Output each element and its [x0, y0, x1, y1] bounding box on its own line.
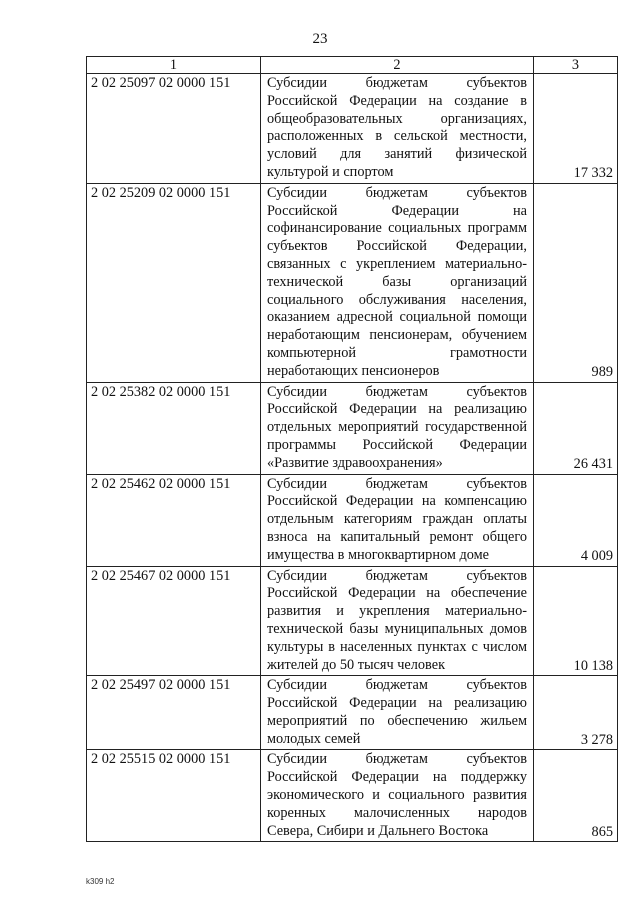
amount: 26 431	[534, 382, 618, 474]
budget-code: 2 02 25097 02 0000 151	[87, 74, 261, 184]
amount: 3 278	[534, 676, 618, 750]
amount: 17 332	[534, 74, 618, 184]
description: Субсидии бюджетам субъектов Российской Федерации на создание в общеобразовательных организациях, расположенных в сельской местности, условий для занятий физической культурой и спортом	[261, 74, 534, 184]
amount: 4 009	[534, 474, 618, 566]
budget-code: 2 02 25382 02 0000 151	[87, 382, 261, 474]
table-row	[87, 74, 618, 184]
description: Субсидии бюджетам субъектов Российской Федерации на обеспечение развития и укрепления материально-технической базы муниципальных домов культуры в населенных пунктах с числом жителей до 50 тысяч человек	[261, 566, 534, 676]
table-row	[87, 566, 618, 676]
column-header-2: 2	[261, 57, 534, 74]
table-row	[87, 382, 618, 474]
budget-code: 2 02 25462 02 0000 151	[87, 474, 261, 566]
table-row	[87, 750, 618, 842]
table-row	[87, 676, 618, 750]
budget-table	[86, 56, 618, 842]
amount: 865	[534, 750, 618, 842]
budget-code: 2 02 25467 02 0000 151	[87, 566, 261, 676]
description: Субсидии бюджетам субъектов Российской Федерации на реализацию отдельных мероприятий государственной программы Российской Федерации «Развитие здравоохранения»	[261, 382, 534, 474]
column-header-1: 1	[87, 57, 261, 74]
budget-code: 2 02 25515 02 0000 151	[87, 750, 261, 842]
budget-code: 2 02 25209 02 0000 151	[87, 183, 261, 382]
amount: 989	[534, 183, 618, 382]
column-header-3: 3	[534, 57, 618, 74]
description: Субсидии бюджетам субъектов Российской Федерации на софинансирование социальных программ субъектов Российской Федерации, связанных с укреплением материально-технической базы организаций социального обслуживания населения, оказанием адресной социальной помощи неработающим пенсионерам, обучением компьютерной грамотности неработающих пенсионеров	[261, 183, 534, 382]
amount: 10 138	[534, 566, 618, 676]
table-row	[87, 183, 618, 382]
table-row	[87, 474, 618, 566]
description: Субсидии бюджетам субъектов Российской Федерации на поддержку экономического и социального развития коренных малочисленных народов Севера, Сибири и Дальнего Востока	[261, 750, 534, 842]
header-row	[87, 57, 618, 74]
page-number: 23	[312, 31, 328, 47]
footer-stamp: k309 h2	[86, 877, 115, 886]
budget-code: 2 02 25497 02 0000 151	[87, 676, 261, 750]
description: Субсидии бюджетам субъектов Российской Федерации на компенсацию отдельным категориям граждан оплаты взноса на капитальный ремонт общего имущества в многоквартирном доме	[261, 474, 534, 566]
description: Субсидии бюджетам субъектов Российской Федерации на реализацию мероприятий по обеспечению жильем молодых семей	[261, 676, 534, 750]
